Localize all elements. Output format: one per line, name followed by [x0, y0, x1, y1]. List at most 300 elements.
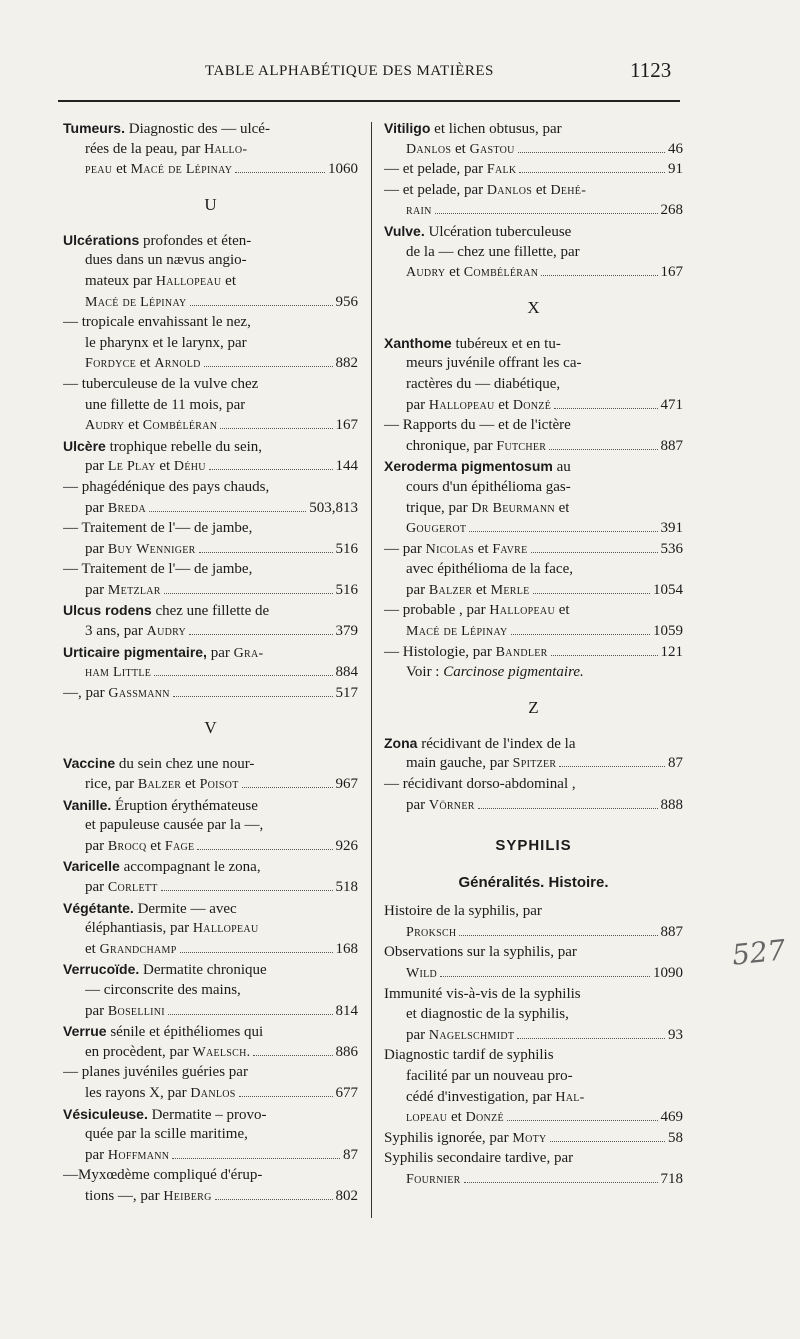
author-name: Gra-: [233, 645, 264, 661]
entry-text: dues dans un nævus angio-: [85, 252, 247, 269]
dot-leader: [164, 593, 333, 594]
entry-text: Ulcération tuberculeuse: [424, 223, 572, 240]
dot-leader: [507, 1120, 658, 1121]
author-name: Buy Wenniger: [107, 541, 196, 557]
author-name: Wild: [406, 966, 438, 981]
dot-leader: [464, 1182, 658, 1183]
index-line-text: [63, 753, 254, 774]
index-line-text: [85, 415, 217, 436]
entry-text: avec épithélioma de la face,: [406, 561, 573, 578]
entry-text: rées de la peau, par: [85, 140, 205, 157]
index-line-text: [384, 1148, 573, 1169]
index-line: [384, 353, 683, 374]
entry-text: et: [554, 602, 570, 619]
entry-term: Zona: [384, 734, 418, 751]
entry-text: — probable , par: [384, 602, 490, 619]
index-line: [63, 230, 358, 251]
page-reference: 886: [335, 1043, 358, 1060]
entry-text: chronique, par: [406, 437, 497, 454]
entry-text: du sein chez une nour-: [115, 756, 255, 773]
entry-text: — Rapports du — et de l'ictère: [384, 417, 571, 434]
index-line: [63, 1165, 358, 1186]
author-name: Heiberg: [163, 1188, 212, 1204]
index-entry-group: [384, 901, 683, 1189]
index-line: [384, 200, 683, 221]
entry-text: et lichen obtusus, par: [430, 121, 562, 137]
entry-text: et diagnostic de la syphilis,: [406, 1006, 569, 1023]
author-name: Gassmann: [108, 685, 170, 701]
index-line: [384, 1045, 683, 1066]
entry-text: Carcinose pigmentaire.: [443, 664, 584, 681]
index-line: [63, 1021, 358, 1042]
entry-text: cédé d'investigation, par: [406, 1088, 556, 1105]
entry-text: mateux par: [85, 272, 156, 289]
index-line: [63, 292, 358, 313]
index-line: [63, 1062, 358, 1083]
index-line-text: [384, 984, 581, 1005]
dot-leader: [161, 890, 333, 891]
index-line-text: [85, 1001, 165, 1022]
index-line-text: [406, 1087, 585, 1108]
index-line-text: [63, 1021, 263, 1042]
index-line-text: [85, 980, 241, 1001]
entry-text: meurs juvénile offrant les ca-: [406, 355, 582, 372]
page-reference: 926: [335, 837, 358, 854]
entry-text: et: [447, 1109, 466, 1126]
index-entry-group: [384, 733, 683, 815]
entry-text: profondes et éten-: [139, 232, 252, 249]
index-line: [63, 159, 358, 180]
index-line-text: [406, 498, 569, 519]
author-name: Hallo-: [204, 141, 248, 157]
index-line: [384, 621, 683, 642]
dot-leader: [533, 593, 650, 594]
dot-leader: [197, 849, 332, 850]
entry-text: et: [146, 837, 165, 854]
entry-text: par: [85, 540, 108, 557]
dot-leader: [554, 408, 657, 409]
index-line: [384, 498, 683, 519]
index-line: [384, 518, 683, 539]
index-line: [63, 753, 358, 774]
entry-text: Syphilis secondaire tardive, par: [384, 1150, 574, 1167]
dot-leader: [478, 808, 658, 809]
index-line-text: [85, 271, 236, 292]
page-reference: 536: [660, 540, 683, 557]
author-name: Audry: [146, 624, 187, 640]
index-line-text: [85, 1083, 236, 1104]
page-reference: 718: [660, 1170, 683, 1187]
entry-text: quée par la scille maritime,: [85, 1126, 248, 1143]
index-line: [63, 856, 358, 877]
dot-leader: [173, 696, 333, 697]
index-line: [384, 333, 683, 354]
index-line-text: [406, 518, 466, 539]
index-line-text: [85, 918, 258, 939]
entry-text: — planes juvéniles guéries par: [63, 1064, 248, 1081]
page-reference: 121: [660, 643, 683, 660]
index-line: [63, 980, 358, 1001]
author-name: Waelsch.: [192, 1044, 251, 1060]
index-line-text: [406, 621, 508, 642]
dot-leader: [549, 449, 657, 450]
index-line: [384, 1169, 683, 1190]
entry-text: trophique rebelle du sein,: [105, 438, 263, 455]
index-line: [384, 262, 683, 283]
dot-leader: [511, 634, 650, 635]
index-entry-group: [63, 753, 358, 1206]
index-line-text: [63, 898, 237, 919]
index-line: [63, 374, 358, 395]
index-line-text: [85, 539, 196, 560]
entry-term: Urticaire pigmentaire,: [63, 643, 207, 660]
index-line: [384, 984, 683, 1005]
index-line-text: [85, 395, 245, 416]
index-line-text: [85, 498, 146, 519]
index-line: [384, 180, 683, 201]
dot-leader: [435, 213, 658, 214]
entry-text: en procèdent, par: [85, 1043, 193, 1060]
entry-text: par: [206, 644, 234, 661]
entry-text: Histoire de la syphilis, par: [384, 903, 542, 920]
header-rule: [58, 100, 680, 102]
entry-text: et: [451, 140, 470, 157]
index-line: [63, 580, 358, 601]
author-name: Nicolas: [425, 541, 474, 557]
section-letter: U: [204, 194, 217, 214]
index-line-text: [406, 559, 573, 580]
author-name: Vörner: [428, 797, 475, 813]
author-name: Favre: [492, 541, 528, 557]
author-name: peau: [85, 162, 113, 178]
entry-text: éléphantiasis, par: [85, 920, 193, 937]
author-name: Danlos: [406, 141, 452, 157]
entry-text: de la — chez une fillette, par: [406, 243, 580, 260]
index-line-text: [63, 436, 262, 457]
section-letter: X: [527, 297, 540, 317]
index-line-text: [406, 477, 571, 498]
entry-term: Vitiligo: [384, 120, 431, 136]
index-line: [384, 1148, 683, 1169]
entry-term: Vulve.: [384, 222, 425, 239]
page-reference: 1059: [653, 623, 683, 640]
entry-text: facilité par un nouveau pro-: [406, 1067, 573, 1084]
dot-leader: [519, 172, 665, 173]
index-line-text: [63, 642, 263, 663]
index-line-text: [85, 939, 177, 960]
index-line-text: [85, 836, 194, 857]
entry-text: — Histologie, par: [384, 643, 496, 660]
index-line: [384, 159, 683, 180]
index-line-text: [85, 353, 201, 374]
index-line: [63, 559, 358, 580]
entry-term: Tumeurs.: [63, 120, 125, 136]
author-name: Corlett: [107, 880, 158, 895]
index-line-text: [406, 1004, 569, 1025]
author-name: Le Play: [107, 459, 156, 475]
author-name: Hallopeau: [489, 603, 555, 619]
author-name: Falk: [486, 162, 517, 178]
author-name: Bandler: [495, 644, 548, 660]
section-letter: V: [204, 718, 217, 738]
entry-text: et: [85, 940, 100, 957]
entry-text: et: [181, 776, 200, 793]
page-reference: 516: [335, 581, 358, 598]
index-line: [63, 333, 358, 354]
left-column: [63, 118, 358, 1207]
index-entry-group: [384, 118, 683, 283]
index-line-text: [384, 1045, 554, 1066]
index-line-text: [384, 539, 528, 560]
author-name: Grandchamp: [99, 941, 177, 957]
index-line: [63, 395, 358, 416]
index-line-text: [85, 333, 247, 354]
index-line: [63, 795, 358, 816]
entry-term: Verrue: [63, 1023, 107, 1040]
author-name: Hallopeau: [192, 921, 259, 937]
entry-text: cours d'un épithélioma gas-: [406, 478, 571, 495]
index-line-text: [85, 774, 239, 795]
index-line: [63, 621, 358, 642]
index-line-text: [85, 877, 158, 898]
entry-text: et: [112, 161, 131, 178]
index-line-text: [63, 118, 270, 139]
dot-leader: [220, 428, 332, 429]
author-name: Nagelschmidt: [428, 1027, 515, 1043]
index-line: [384, 436, 683, 457]
index-line-text: [406, 353, 582, 374]
entry-text: les rayons X, par: [85, 1084, 191, 1101]
index-line: [63, 539, 358, 560]
dot-leader: [190, 305, 333, 306]
index-line: [384, 662, 683, 683]
entry-text: ractères du — diabétique,: [406, 375, 561, 392]
index-line: [63, 683, 358, 704]
index-line: [63, 498, 358, 519]
entry-text: — tuberculeuse de la vulve chez: [63, 375, 259, 392]
index-line: [63, 1001, 358, 1022]
index-line-text: [63, 477, 269, 498]
dot-leader: [209, 469, 333, 470]
index-line-text: [85, 1145, 169, 1166]
index-line: [63, 312, 358, 333]
author-name: Macé de Lépinay: [130, 162, 233, 178]
index-line-text: [406, 1169, 461, 1190]
index-line: [63, 477, 358, 498]
index-line-text: [384, 901, 542, 922]
entry-text: le pharynx et le larynx, par: [85, 334, 247, 351]
dot-leader: [541, 275, 657, 276]
index-line: [384, 642, 683, 663]
index-entry-group: [63, 118, 358, 180]
author-name: Hoffmann: [107, 1147, 170, 1163]
index-line: [384, 580, 683, 601]
index-line-text: [384, 600, 570, 621]
index-line-text: [85, 159, 232, 180]
index-line: [63, 271, 358, 292]
author-name: Moty: [512, 1130, 547, 1146]
index-line-text: [85, 580, 161, 601]
entry-text: une fillette de 11 mois, par: [85, 396, 246, 413]
author-name: Combéléran: [463, 265, 539, 281]
entry-term: Ulcère: [63, 437, 106, 454]
author-name: Audry: [85, 418, 125, 434]
page-reference: 518: [335, 879, 358, 895]
index-line-text: [406, 139, 515, 160]
author-name: Gastou: [469, 141, 515, 157]
index-line-text: [384, 159, 516, 180]
index-line-text: [384, 118, 562, 139]
index-line-text: [85, 1124, 248, 1145]
index-line: [384, 456, 683, 477]
page-reference: 144: [335, 458, 358, 475]
index-line: [384, 901, 683, 922]
index-line: [384, 753, 683, 774]
entry-text: Dermite — avec: [133, 900, 237, 917]
page-reference: 1054: [653, 581, 683, 598]
entry-text: et: [445, 264, 464, 281]
dot-leader: [559, 766, 665, 767]
index-line-text: [406, 795, 475, 816]
page-reference: 887: [660, 437, 683, 454]
author-name: Donzé: [465, 1110, 504, 1126]
index-line-text: [406, 1107, 504, 1128]
entry-text: Éruption érythémateuse: [111, 797, 258, 814]
page-reference: 93: [668, 1026, 683, 1043]
author-name: Audry: [406, 265, 446, 281]
entry-text: —Myxœdème compliqué d'érup-: [63, 1167, 263, 1184]
index-line: [63, 815, 358, 836]
index-line-text: [406, 200, 432, 221]
section-heading: SYPHILIS: [495, 837, 572, 855]
page-reference: 956: [335, 293, 358, 310]
dot-leader: [154, 675, 332, 676]
index-line-text: [406, 262, 538, 283]
entry-text: — par: [384, 540, 426, 557]
entry-text: 3 ans, par: [85, 623, 147, 640]
author-name: Fournier: [406, 1171, 461, 1187]
entry-term: Vaccine: [63, 755, 116, 772]
index-line: [63, 600, 358, 621]
index-line-text: [85, 662, 151, 683]
index-line: [63, 250, 358, 271]
index-line-text: [406, 580, 530, 601]
running-header-title: TABLE ALPHABÉTIQUE DES MATIÈRES: [205, 63, 494, 79]
entry-text: par: [85, 1002, 108, 1019]
dot-leader: [180, 952, 333, 953]
index-line-text: [384, 221, 571, 242]
index-line-text: [63, 312, 251, 333]
index-line: [63, 139, 358, 160]
entry-text: par: [85, 499, 108, 516]
index-line-text: [384, 456, 571, 477]
entry-text: et: [136, 355, 155, 372]
index-line-text: [85, 292, 187, 313]
author-name: Arnold: [154, 356, 201, 372]
index-line: [63, 415, 358, 436]
page-reference: 1090: [653, 965, 683, 981]
index-line: [63, 1124, 358, 1145]
index-line-text: [63, 1165, 262, 1186]
entry-text: par: [85, 1146, 108, 1163]
author-name: Hallopeau: [155, 273, 222, 289]
author-name: Fordyce: [85, 356, 136, 372]
author-name: Proksch: [406, 924, 457, 940]
index-line: [63, 877, 358, 898]
entry-text: rice, par: [85, 776, 138, 793]
page-reference: 967: [335, 776, 358, 793]
page-reference: 1060: [328, 161, 358, 178]
entry-text: — Traitement de l'— de jambe,: [63, 561, 253, 578]
index-line: [384, 1128, 683, 1149]
index-line: [63, 1145, 358, 1166]
column-divider: [371, 122, 372, 1218]
author-name: Merle: [490, 582, 530, 598]
index-line-text: [406, 374, 560, 395]
author-name: Danlos: [190, 1085, 236, 1101]
entry-text: par: [85, 581, 108, 598]
dot-leader: [172, 1158, 340, 1159]
page-reference: 268: [660, 202, 683, 219]
index-line-text: [63, 374, 258, 395]
page-reference: 517: [335, 684, 358, 701]
index-line-text: [63, 518, 252, 539]
index-line-text: [406, 1025, 514, 1046]
author-name: ham Little: [85, 665, 152, 681]
dot-leader: [204, 366, 333, 367]
dot-leader: [459, 935, 657, 936]
author-name: Dehé-: [550, 182, 587, 198]
index-line: [63, 918, 358, 939]
index-line: [384, 221, 683, 242]
author-name: Breda: [107, 500, 146, 516]
index-line: [384, 1107, 683, 1128]
author-name: Fage: [164, 838, 195, 854]
index-line: [384, 774, 683, 795]
entry-text: tions —, par: [85, 1187, 164, 1204]
author-name: Dr Beurmann: [471, 500, 555, 516]
index-line-text: [63, 856, 261, 877]
index-line: [384, 477, 683, 498]
index-line-text: [384, 733, 576, 754]
author-name: Futcher: [496, 438, 547, 454]
entry-text: et: [472, 581, 491, 598]
index-line: [384, 600, 683, 621]
dot-leader: [235, 172, 325, 173]
index-line-text: [384, 642, 548, 663]
entry-text: Diagnostic des — ulcé-: [124, 121, 270, 137]
index-line: [63, 1042, 358, 1063]
entry-text: Voir :: [406, 664, 444, 681]
dot-leader: [199, 552, 333, 553]
entry-text: Dermatite chronique: [139, 962, 267, 979]
author-name: Danlos: [486, 182, 533, 198]
index-line-text: [406, 963, 437, 984]
entry-text: et: [155, 458, 174, 475]
entry-text: par: [406, 396, 429, 413]
author-name: lopeau: [406, 1110, 448, 1126]
entry-text: sénile et épithéliomes qui: [106, 1024, 264, 1041]
index-line: [384, 374, 683, 395]
index-line-text: [63, 230, 251, 251]
page-reference: 887: [660, 923, 683, 940]
index-line-text: [406, 395, 551, 416]
author-name: Bosellini: [107, 1003, 165, 1019]
entry-text: et papuleuse causée par la —,: [85, 817, 264, 834]
page-reference: 391: [660, 520, 683, 537]
index-line-text: [85, 1042, 250, 1063]
index-line-text: [85, 815, 263, 836]
